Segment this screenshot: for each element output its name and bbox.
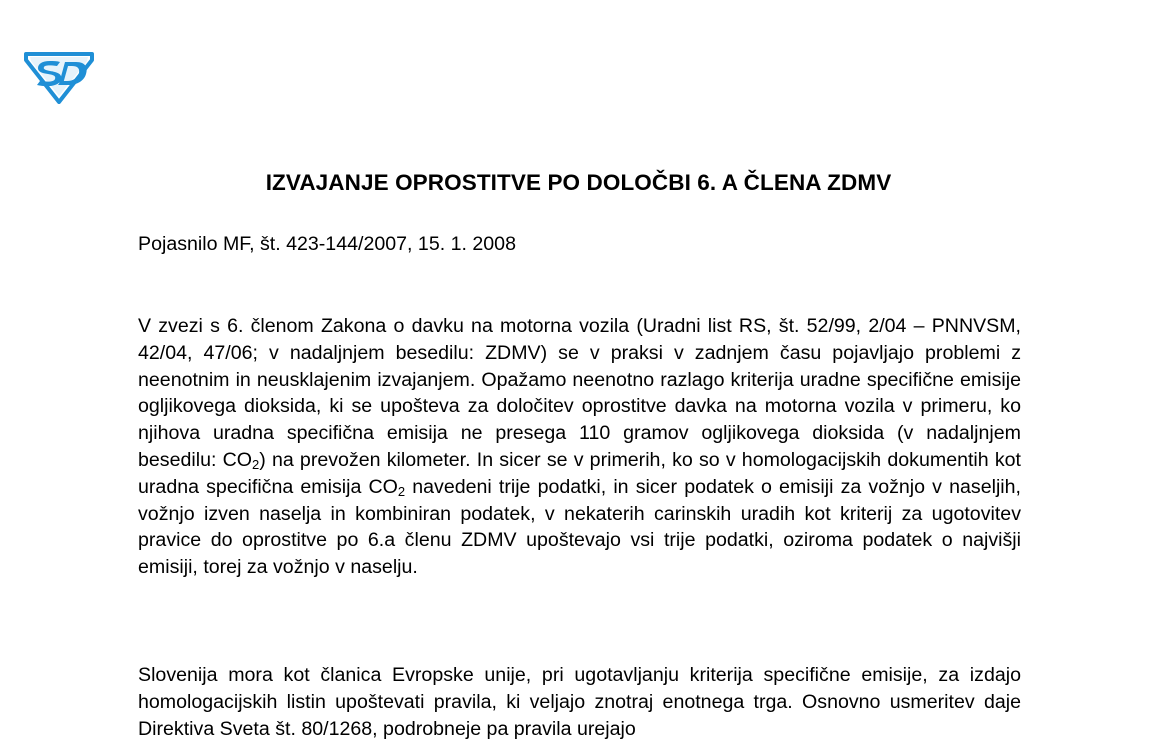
co2-subscript: 2 [252, 456, 260, 472]
paragraph-1 [138, 313, 1021, 581]
sd-logo [20, 48, 98, 104]
paragraph-2: Slovenija mora kot članica Evropske unije, pri ugotavljanju kriterija specifične emisije, za izdajo homologacijskih listin upoštevati pravila, ki veljajo znotraj enotnega trga. Osnovno usmeritev daje Direktiva Sveta št. 80/1268, podrobneje pa pravila urejajo [138, 664, 1021, 740]
paragraph-1-text-a: V zvezi s 6. členom Zakona o davku na motorna vozila (Uradni list RS, št. 52/99, 2/04 – PNNVSM, 42/04, 47/06; v nadaljnjem besedilu: ZDMV) se v praksi v zadnjem času pojavljajo problemi z neenotnim in neusklajenim izvajanjem. Opažamo neenotno razlago kriterija uradne specifične emisije ogljikovega dioksida, ki se upošteva za določitev oprostitve davka na motorna vozila v primeru, ko njihova uradna specifična emisija ne presega 110 gramov ogljikovega dioksida (v nadaljnjem besedilu: CO [138, 315, 1021, 471]
paragraph-1-text-b: ) na prevožen kilometer. In sicer se v primerih, ko so v homologacijskih dokumentih kot uradna specifična emisija CO [138, 448, 1021, 498]
co2-subscript: 2 [397, 483, 406, 499]
paragraph-1-text-c: navedeni trije podatki, in sicer podatek o emisiji za vožnjo v naseljih, vožnjo izven naselja in kombiniran podatek, v nekaterih carinskih uradih kot kriterij za ugotovitev pravice do oprostitve po 6.a členu ZDMV upoštevajo vsi trije podatki, oziroma podatek o najvišji emisiji, torej za vožnjo v naselju. [138, 475, 1021, 579]
sd-shield-logo-icon [20, 48, 98, 104]
document-subtitle: Pojasnilo MF, št. 423-144/2007, 15. 1. 2008 [138, 233, 516, 255]
document-title: IZVAJANJE OPROSTITVE PO DOLOČBI 6. A ČLENA ZDMV [265, 170, 892, 195]
